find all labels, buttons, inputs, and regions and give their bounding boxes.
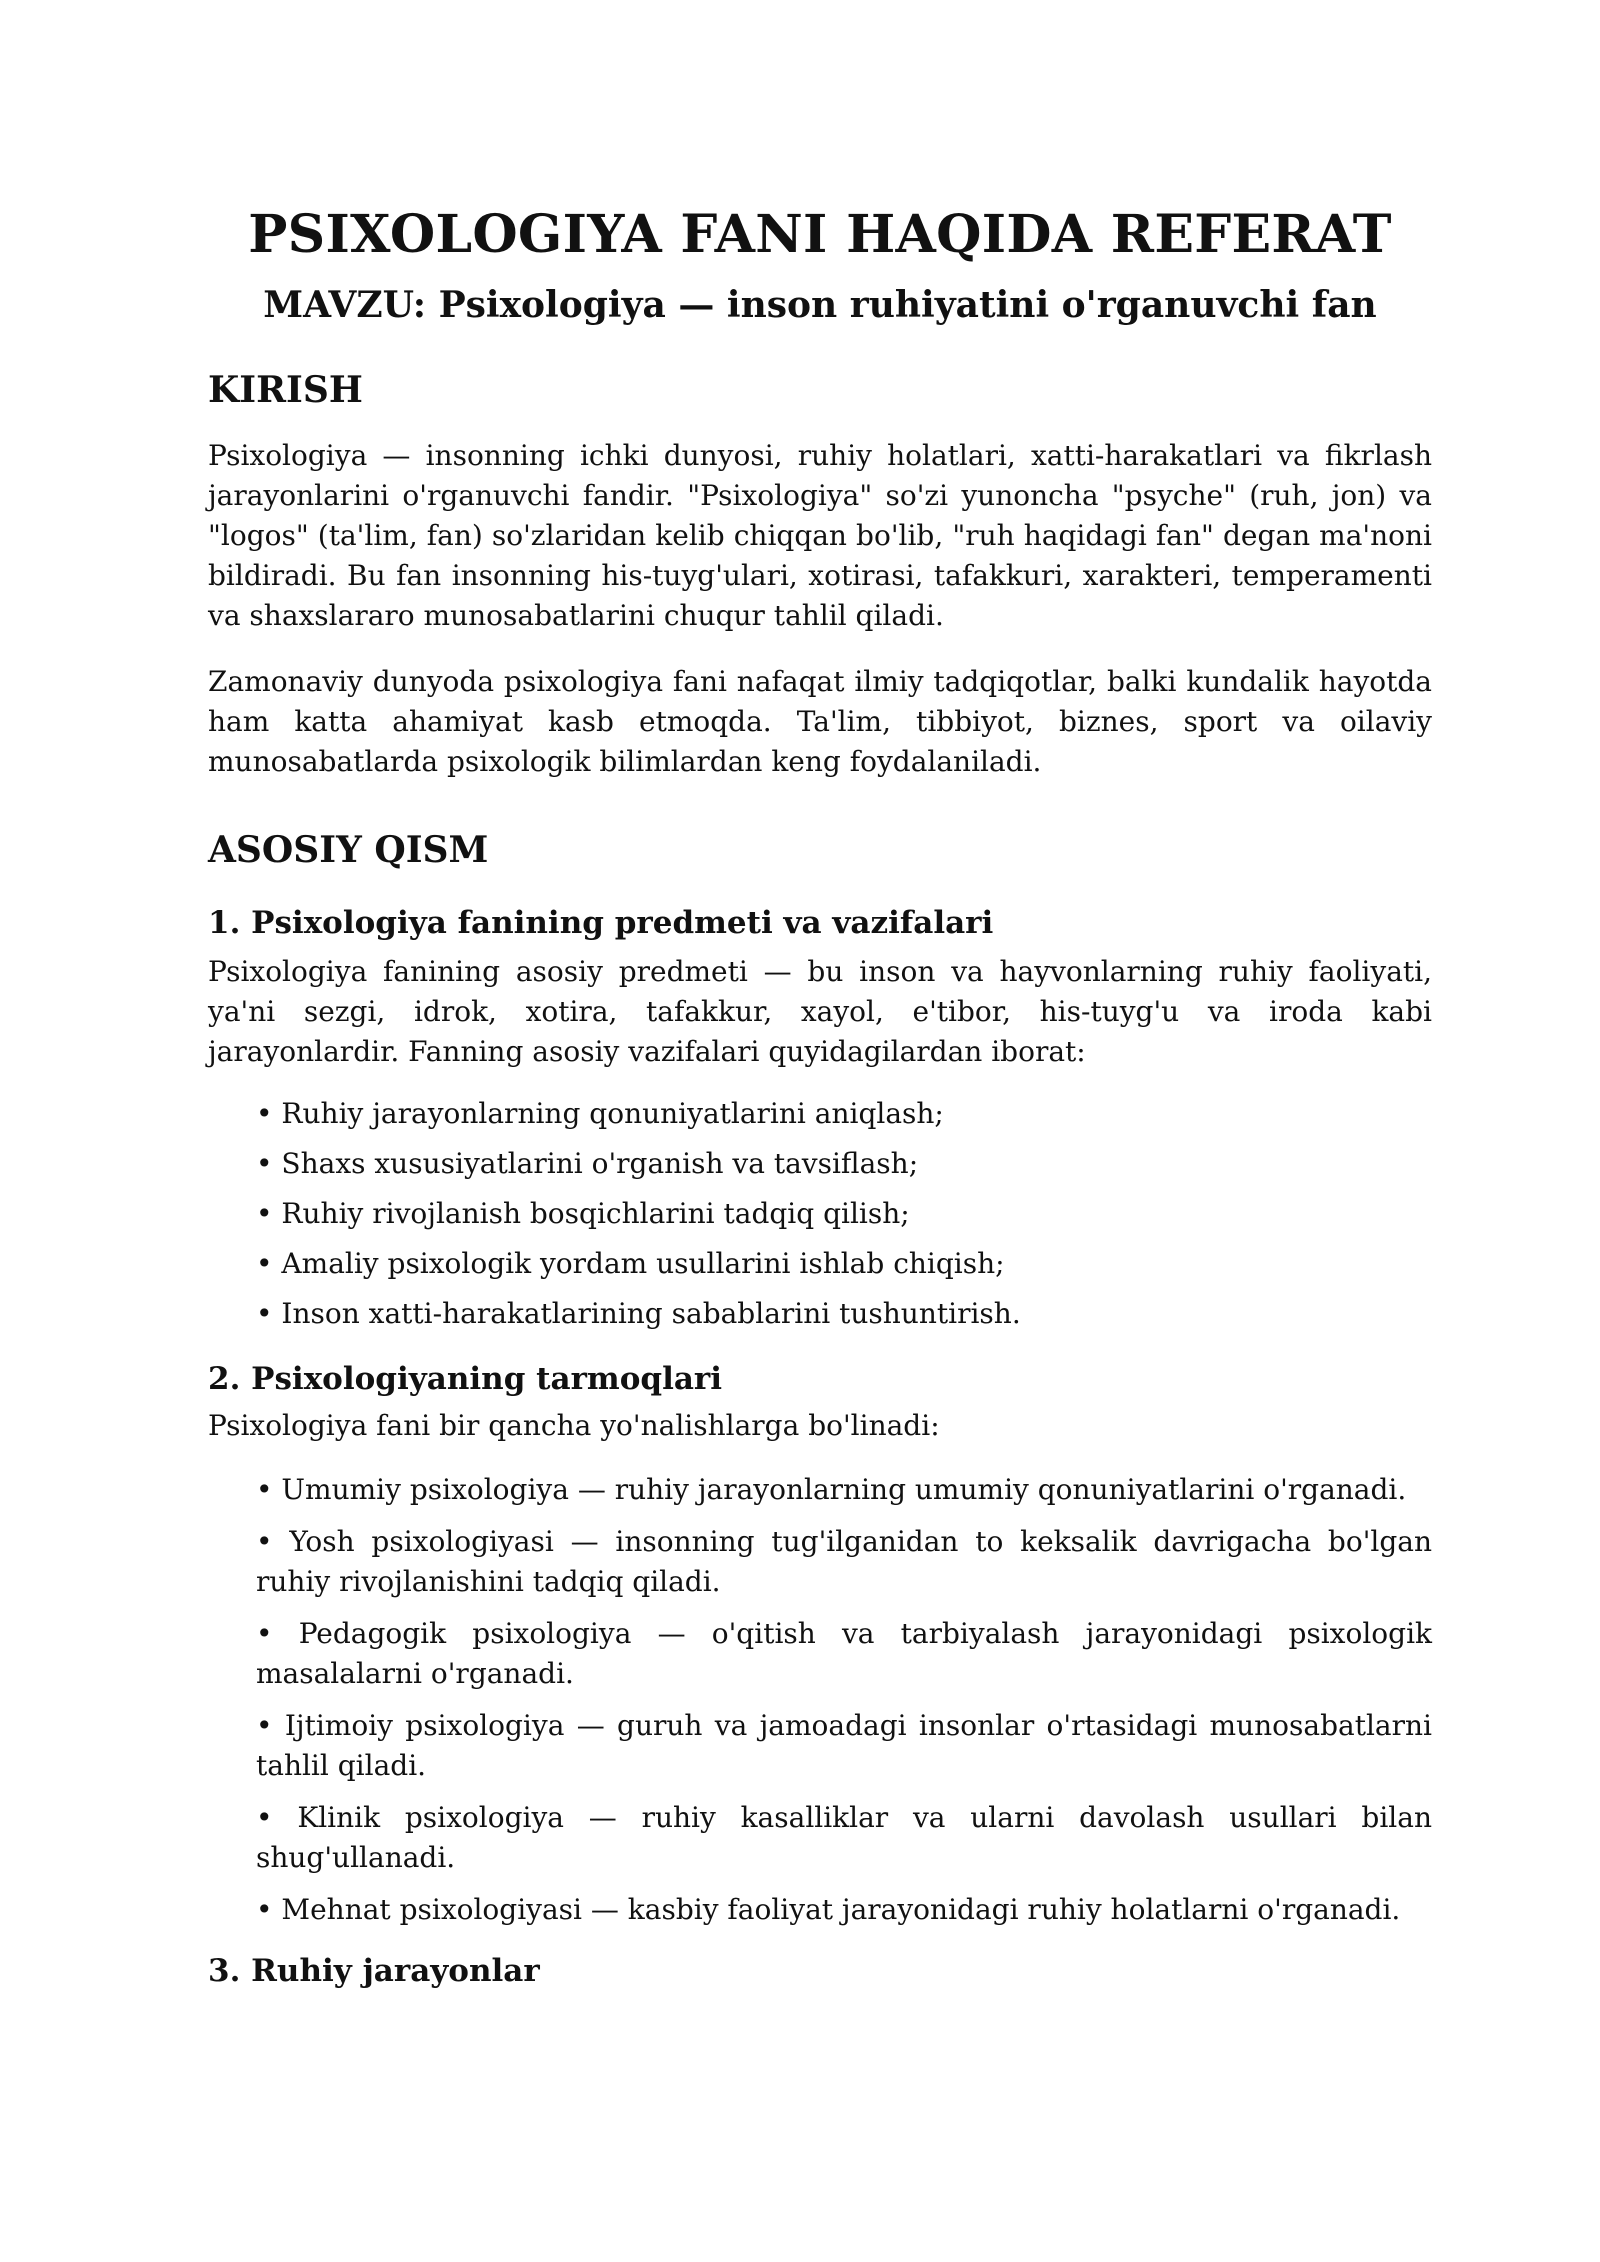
list-item: • Shaxs xususiyatlarini o'rganish va tavsiflash; [256,1144,1432,1184]
list-item: • Inson xatti-harakatlarining sabablarini tushuntirish. [256,1294,1432,1334]
subsection-1-paragraph: Psixologiya fanining asosiy predmeti — bu inson va hayvonlarning ruhiy faoliyati, ya'ni sezgi, idrok, xotira, tafakkur, xayol, e'tibor, his-tuyg'u va iroda kabi jarayonlardir. Fanning asosiy vazifalari quyidagilardan iborat: [208,955,1432,1068]
document-page [208,200,1432,1992]
branches-list [208,1470,1432,1930]
list-item: • Pedagogik psixologiya — o'qitish va tarbiyalash jarayonidagi psixologik masalalarni o'rganadi. [256,1614,1432,1694]
list-item: • Mehnat psixologiyasi — kasbiy faoliyat jarayonidagi ruhiy holatlarni o'rganadi. [256,1890,1432,1930]
section-heading-kirish: KIRISH [208,369,363,411]
list-item: • Umumiy psixologiya — ruhiy jarayonlarning umumiy qonuniyatlarini o'rganadi. [256,1470,1432,1510]
document-subtitle: MAVZU: Psixologiya — inson ruhiyatini o'rganuvchi fan [263,284,1377,326]
document-title: PSIXOLOGIYA FANI HAQIDA REFERAT [248,204,1392,265]
subsection-heading-3: 3. Ruhiy jarayonlar [208,1953,540,1989]
tasks-list [208,1094,1432,1334]
list-item: • Ruhiy jarayonlarning qonuniyatlarini aniqlash; [256,1094,1432,1134]
list-item: • Klinik psixologiya — ruhiy kasalliklar va ularni davolash usullari bilan shug'ullanadi. [256,1798,1432,1878]
list-item: • Ijtimoiy psixologiya — guruh va jamoadagi insonlar o'rtasidagi munosabatlarni tahlil qiladi. [256,1706,1432,1786]
subsection-heading-1: 1. Psixologiya fanining predmeti va vazifalari [208,905,994,941]
subsection-2-paragraph: Psixologiya fani bir qancha yo'nalishlarga bo'linadi: [208,1409,940,1442]
list-item: • Ruhiy rivojlanish bosqichlarini tadqiq qilish; [256,1194,1432,1234]
intro-paragraph-2: Zamonaviy dunyoda psixologiya fani nafaqat ilmiy tadqiqotlar, balki kundalik hayotda ham katta ahamiyat kasb etmoqda. Ta'lim, tibbiyot, biznes, sport va oilaviy munosabatlarda psixologik bilimlardan keng foydalaniladi. [208,665,1432,778]
subsection-heading-2: 2. Psixologiyaning tarmoqlari [208,1361,723,1397]
list-item: • Amaliy psixologik yordam usullarini ishlab chiqish; [256,1244,1432,1284]
list-item: • Yosh psixologiyasi — insonning tug'ilganidan to keksalik davrigacha bo'lgan ruhiy rivojlanishini tadqiq qiladi. [256,1522,1432,1602]
intro-paragraph-1: Psixologiya — insonning ichki dunyosi, ruhiy holatlari, xatti-harakatlari va fikrlash jarayonlarini o'rganuvchi fandir. "Psixologiya" so'zi yunoncha "psyche" (ruh, jon) va "logos" (ta'lim, fan) so'zlaridan kelib chiqqan bo'lib, "ruh haqidagi fan" degan ma'noni bildiradi. Bu fan insonning his-tuyg'ulari, xotirasi, tafakkuri, xarakteri, temperamenti va shaxslararo munosabatlarini chuqur tahlil qiladi. [208,439,1432,632]
section-heading-asosiy-qism: ASOSIY QISM [208,829,489,871]
